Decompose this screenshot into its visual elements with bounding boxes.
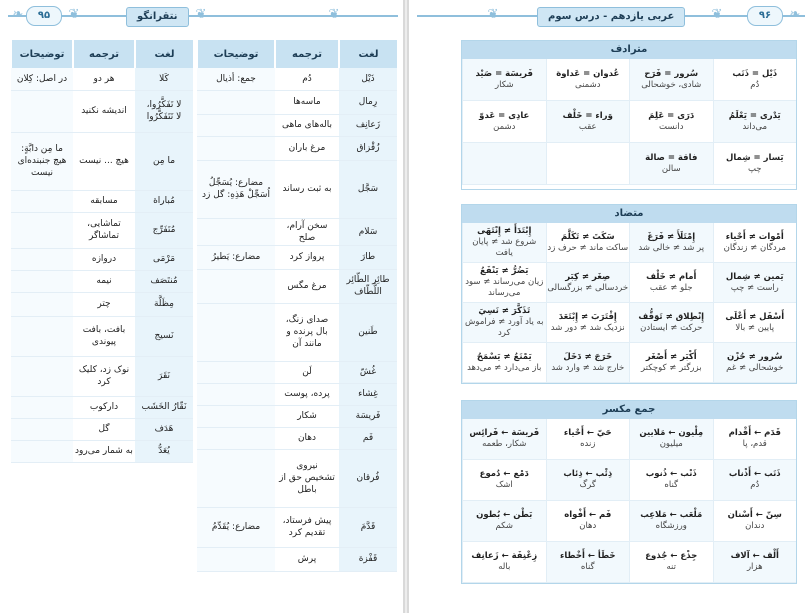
vocab-entry bbox=[546, 460, 630, 501]
translation-cell: نیمه bbox=[73, 270, 135, 292]
word-cell: غُشّ bbox=[339, 361, 397, 383]
entry-meaning: گرگ bbox=[579, 480, 596, 490]
table-row bbox=[11, 90, 193, 132]
table-row bbox=[11, 418, 193, 440]
notes-cell: جمع: أذیال bbox=[197, 68, 275, 90]
entry-word: دَرَى = عَلِمَ bbox=[648, 110, 695, 121]
word-cell: نَقّارُ الخَشَب bbox=[135, 396, 193, 418]
entry-word: يَمين ≠ شِمال bbox=[725, 271, 784, 282]
vocabulary-table-b bbox=[10, 40, 193, 463]
entry-meaning: هزار bbox=[746, 562, 763, 572]
table-row bbox=[11, 316, 193, 356]
table-row bbox=[11, 248, 193, 270]
entry-word: زِعْنِفَة ← زَعانِف bbox=[471, 551, 538, 561]
notes-cell bbox=[11, 212, 73, 248]
translation-cell: پرواز کرد bbox=[275, 245, 339, 269]
right-page-header bbox=[417, 6, 805, 26]
word-cell: لا تَفَکَّرُوا، لا تَتَفَکَّرُوا bbox=[135, 90, 193, 132]
vocab-entry bbox=[546, 419, 630, 460]
entry-word: سَكَتَ ≠ تَكَلَّمَ bbox=[560, 231, 615, 242]
notes-cell bbox=[197, 114, 275, 136]
entry-meaning: دشمن bbox=[493, 121, 516, 132]
vocab-entry bbox=[462, 263, 546, 303]
word-cell: غِشاء bbox=[339, 383, 397, 405]
vocab-entry bbox=[713, 460, 797, 501]
entry-word: أَمام ≠ خَلْف bbox=[646, 271, 697, 282]
entry-word: جِذْع ← جُذوع bbox=[645, 551, 698, 561]
entry-word: عادِى = عَدوّ bbox=[479, 110, 530, 121]
table-row bbox=[197, 160, 397, 218]
vocab-entry bbox=[546, 501, 630, 542]
broken-plurals-box bbox=[461, 400, 797, 584]
translation-cell: هیچ ... نیست bbox=[73, 132, 135, 190]
entry-word: تَذَكَّرَ ≠ نَسِيَ bbox=[478, 306, 531, 316]
table-row bbox=[11, 190, 193, 212]
entry-meaning: حرکت ≠ ایستادن bbox=[640, 322, 703, 333]
notes-cell: مضارع: يُقَدِّمُ bbox=[197, 507, 275, 547]
entry-meaning: خارج شد ≠ وارد شد bbox=[551, 362, 625, 373]
vocab-entry bbox=[546, 303, 630, 343]
entry-word: يَدْری = يَعْلَمُ bbox=[728, 110, 781, 121]
vocab-entry bbox=[462, 101, 546, 143]
table-row bbox=[11, 270, 193, 292]
entry-meaning: مردگان ≠ زندگان bbox=[723, 242, 786, 253]
vocab-entry bbox=[629, 223, 713, 263]
word-cell: مَرْمَی bbox=[135, 248, 193, 270]
antonyms-grid bbox=[462, 223, 796, 383]
table-row bbox=[197, 449, 397, 507]
right-page bbox=[408, 0, 811, 613]
entry-word: أَمْوات ≠ أَحْياء bbox=[725, 231, 784, 242]
entry-word: يَمْنَعُ ≠ يَسْمَحُ bbox=[476, 351, 532, 362]
table-row bbox=[197, 427, 397, 449]
table-row bbox=[197, 68, 397, 90]
entry-word: أَكْبَر ≠ أَصْغَر bbox=[645, 351, 697, 362]
translation-cell: سخن آرام، صلح bbox=[275, 218, 339, 245]
notes-cell bbox=[11, 316, 73, 356]
translation-cell: گل bbox=[73, 418, 135, 440]
entry-word: إِمْتَلَأَ ≠ فَرَغَ bbox=[647, 231, 696, 242]
table-row bbox=[197, 547, 397, 571]
translation-cell: پیش فرستاد، تقدیم کرد bbox=[275, 507, 339, 547]
translation-cell: باله‌های ماهی bbox=[275, 114, 339, 136]
entry-meaning: بزرگتر ≠ کوچکتر bbox=[640, 362, 702, 373]
word-cell: قَفْزة bbox=[339, 547, 397, 571]
translation-cell: به شمار می‌رود bbox=[73, 440, 135, 462]
entry-word: أَسْفَل ≠ أَعْلَى bbox=[725, 311, 785, 322]
entry-meaning: خردسالی ≠ بزرگسالی bbox=[547, 282, 629, 293]
vocab-entry bbox=[713, 59, 797, 101]
table-row bbox=[197, 245, 397, 269]
entry-word: سُرور ≠ حُزْن bbox=[726, 351, 783, 362]
notes-cell bbox=[197, 303, 275, 361]
translation-cell: چتر bbox=[73, 292, 135, 316]
table-row bbox=[197, 218, 397, 245]
entry-word: أَلْف ← آلاف bbox=[730, 551, 779, 561]
entry-meaning: ساکت ماند ≠ حرف زد bbox=[547, 242, 629, 253]
vocab-entry bbox=[462, 223, 546, 263]
word-cell: نَقَرَ bbox=[135, 356, 193, 396]
translation-cell: دارکوب bbox=[73, 396, 135, 418]
translation-cell: نوک زد، کلیک کرد bbox=[73, 356, 135, 396]
broken-plurals-grid bbox=[462, 419, 796, 583]
translation-cell: نیروی تشخیص حق از باطل bbox=[275, 449, 339, 507]
table-row bbox=[11, 132, 193, 190]
table-row bbox=[197, 303, 397, 361]
notes-cell bbox=[11, 396, 73, 418]
word-cell: مُباراة bbox=[135, 190, 193, 212]
notes-cell bbox=[197, 547, 275, 571]
left-page bbox=[0, 0, 404, 613]
vocab-entry bbox=[462, 303, 546, 343]
vocab-entry bbox=[713, 419, 797, 460]
entry-meaning: شادی، خوشحالی bbox=[641, 79, 702, 90]
vocab-entry bbox=[462, 419, 546, 460]
vocab-entry bbox=[713, 263, 797, 303]
notes-cell bbox=[197, 136, 275, 160]
vocab-entry bbox=[546, 143, 630, 185]
vocab-entry bbox=[629, 303, 713, 343]
column-header-notes: توضیحات bbox=[197, 40, 275, 68]
word-cell: زَعانِف bbox=[339, 114, 397, 136]
word-cell: طارَ bbox=[339, 245, 397, 269]
table-row bbox=[197, 114, 397, 136]
notes-cell bbox=[197, 449, 275, 507]
vocab-entry bbox=[713, 343, 797, 383]
vocab-entry bbox=[629, 460, 713, 501]
translation-cell: پرده، پوست bbox=[275, 383, 339, 405]
translation-cell: دُم bbox=[275, 68, 339, 90]
entry-word: دَمْع ← دُموع bbox=[479, 469, 529, 479]
page-number: ۹۵ bbox=[26, 6, 62, 26]
notes-cell bbox=[197, 218, 275, 245]
entry-meaning: به یاد آورد ≠ فراموش کرد bbox=[465, 317, 544, 338]
translation-cell: تماشایی، تماشاگر bbox=[73, 212, 135, 248]
vocab-entry bbox=[629, 143, 713, 185]
entry-word: إِنْطِلاق ≠ تَوَقُّف bbox=[638, 311, 705, 322]
entry-meaning: پر شد ≠ خالی شد bbox=[638, 242, 705, 253]
translation-cell: دروازه bbox=[73, 248, 135, 270]
ornament-icon: ❦ bbox=[195, 7, 207, 22]
ornament-icon: ❦ bbox=[68, 7, 80, 22]
page-title: نتقرانگو bbox=[126, 7, 189, 27]
word-cell: مِظَلَّة bbox=[135, 292, 193, 316]
entry-word: إِبْتَدَأَ ≠ إِنْتَهَى bbox=[477, 226, 532, 236]
entry-meaning: میلیون bbox=[659, 439, 683, 449]
translation-cell: اندیشه نکنید bbox=[73, 90, 135, 132]
page-number: ۹۶ bbox=[747, 6, 783, 26]
entry-word: يَضُرُّ ≠ يَنْفَعُ bbox=[480, 266, 529, 276]
entry-meaning: شروع شد ≠ پایان یافت bbox=[472, 237, 537, 258]
section-title: متضاد bbox=[462, 205, 796, 223]
word-cell: ذَیْل bbox=[339, 68, 397, 90]
vocab-entry bbox=[629, 101, 713, 143]
notes-cell bbox=[11, 418, 73, 440]
vocabulary-table-a bbox=[196, 40, 397, 572]
entry-word: عُدوان = عَداوة bbox=[556, 68, 620, 79]
notes-cell bbox=[11, 90, 73, 132]
vocab-entry bbox=[546, 59, 630, 101]
notes-cell bbox=[197, 90, 275, 114]
entry-word: خَطَأ ← أَخْطاء bbox=[560, 551, 616, 561]
table-row bbox=[11, 440, 193, 462]
word-cell: هَدَف bbox=[135, 418, 193, 440]
notes-cell bbox=[11, 292, 73, 316]
vocab-entry bbox=[462, 460, 546, 501]
table-row bbox=[197, 383, 397, 405]
notes-cell: مضارع: يَطيرُ bbox=[197, 245, 275, 269]
vocab-entry bbox=[546, 263, 630, 303]
vocab-entry bbox=[713, 303, 797, 343]
entry-meaning: زنده bbox=[580, 439, 596, 449]
translation-cell: بافت، بافت پیوندی bbox=[73, 316, 135, 356]
translation-cell: مسابقه bbox=[73, 190, 135, 212]
word-cell: طائِر الطّائِر اللَّطّاف bbox=[339, 269, 397, 303]
entry-meaning: اشک bbox=[495, 480, 513, 490]
entry-meaning: عقب bbox=[578, 121, 597, 132]
entry-word: ذَنَب ← أَذْناب bbox=[728, 469, 781, 479]
notes-cell bbox=[197, 405, 275, 427]
ornament-icon: ❧ bbox=[12, 7, 24, 22]
vocab-entry bbox=[462, 343, 546, 383]
word-cell: فَم bbox=[339, 427, 397, 449]
notes-cell bbox=[11, 190, 73, 212]
entry-meaning: قدم، پا bbox=[742, 439, 767, 449]
word-cell: طَنين bbox=[339, 303, 397, 361]
vocab-entry bbox=[629, 419, 713, 460]
entry-meaning: دشمنی bbox=[575, 79, 601, 90]
entry-meaning: شکم bbox=[495, 521, 513, 531]
vocab-entry bbox=[462, 143, 546, 185]
vocab-entry bbox=[629, 59, 713, 101]
entry-word: خَرَجَ ≠ دَخَلَ bbox=[563, 351, 613, 362]
notes-cell bbox=[11, 440, 73, 462]
notes-cell: در اصل: کِلان bbox=[11, 68, 73, 90]
word-cell: مُنتَصَف bbox=[135, 270, 193, 292]
column-header-translation: ترجمه bbox=[73, 40, 135, 68]
vocab-entry bbox=[546, 343, 630, 383]
translation-cell: دهان bbox=[275, 427, 339, 449]
entry-word: فَريسَة = صَيْد bbox=[475, 68, 533, 79]
table-row bbox=[197, 269, 397, 303]
vocab-entry bbox=[462, 542, 546, 583]
vocab-entry bbox=[546, 542, 630, 583]
table-row bbox=[11, 212, 193, 248]
vocab-entry bbox=[462, 59, 546, 101]
word-cell: زُقْزاق bbox=[339, 136, 397, 160]
entry-meaning: دُم bbox=[750, 480, 760, 490]
vocab-entry bbox=[462, 501, 546, 542]
table-row bbox=[197, 405, 397, 427]
column-header-word: لغت bbox=[339, 40, 397, 68]
entry-meaning: زیان می‌رساند ≠ سود می‌رساند bbox=[465, 277, 544, 298]
word-cell: رِمال bbox=[339, 90, 397, 114]
entry-meaning: سالن bbox=[661, 163, 681, 174]
ornament-icon: ❦ bbox=[487, 7, 499, 22]
entry-word: صِغَر ≠ كِبَر bbox=[565, 271, 611, 282]
entry-meaning: شکار، طعمه bbox=[482, 439, 527, 449]
entry-meaning: ورزشگاه bbox=[655, 521, 687, 531]
table-row bbox=[197, 136, 397, 160]
word-cell: سَلام bbox=[339, 218, 397, 245]
entry-meaning: می‌داند bbox=[742, 121, 768, 132]
word-cell: ما مِن bbox=[135, 132, 193, 190]
vocab-entry bbox=[546, 223, 630, 263]
entry-word: إِقْتَرَبَ ≠ إِبْتَعَدَ bbox=[558, 311, 617, 322]
entry-meaning: راست ≠ چپ bbox=[730, 282, 779, 293]
word-cell: يُعَدُّ bbox=[135, 440, 193, 462]
table-row bbox=[11, 396, 193, 418]
entry-meaning: دُم bbox=[750, 79, 760, 90]
entry-word: سُرور = فَرَح bbox=[644, 68, 699, 79]
word-cell: مُتَفَرِّج bbox=[135, 212, 193, 248]
translation-cell: صدای زنگ، بال پرنده و مانند آن bbox=[275, 303, 339, 361]
notes-cell: مضارع: يُسَجِّلُ اُسَجِّلْ هَذِهِ: گل زد bbox=[197, 160, 275, 218]
entry-meaning: خوشحالی ≠ غم bbox=[726, 362, 784, 373]
entry-word: فاقة = صالة bbox=[645, 152, 698, 163]
word-cell: فَريسَة bbox=[339, 405, 397, 427]
notes-cell bbox=[11, 356, 73, 396]
entry-meaning: دانست bbox=[659, 121, 684, 132]
vocab-entry bbox=[546, 101, 630, 143]
translation-cell: مرغ باران bbox=[275, 136, 339, 160]
translation-cell: مرغ مگس bbox=[275, 269, 339, 303]
ornament-icon: ❦ bbox=[328, 7, 340, 22]
word-cell: قَدَّمَ bbox=[339, 507, 397, 547]
entry-word: ذَنْب ← ذُنوب bbox=[645, 469, 697, 479]
table-row bbox=[11, 356, 193, 396]
table-row bbox=[197, 507, 397, 547]
entry-meaning: تنه bbox=[666, 562, 676, 572]
entry-meaning: باله bbox=[498, 562, 511, 572]
translation-cell: ماسه‌ها bbox=[275, 90, 339, 114]
entry-word: مِلْيون ← مَلايين bbox=[639, 428, 704, 438]
ornament-icon: ❦ bbox=[711, 7, 723, 22]
vocab-entry bbox=[629, 542, 713, 583]
word-cell: کَلا bbox=[135, 68, 193, 90]
entry-word: بَطْن ← بُطون bbox=[476, 510, 533, 520]
entry-word: يَسار = شِمال bbox=[725, 152, 784, 163]
notes-cell bbox=[197, 383, 275, 405]
notes-cell bbox=[197, 427, 275, 449]
entry-meaning: دهان bbox=[579, 521, 597, 531]
section-title: جمع مکسر bbox=[462, 401, 796, 419]
section-title: مترادف bbox=[462, 41, 796, 59]
entry-word: فَم ← أَفْواه bbox=[564, 510, 612, 520]
entry-word: قَدَم ← أَقْدام bbox=[728, 428, 781, 438]
column-header-word: لغت bbox=[135, 40, 193, 68]
vocab-entry bbox=[629, 501, 713, 542]
entry-word: ذِئْب ← ذِئاب bbox=[563, 469, 613, 479]
column-header-translation: ترجمه bbox=[275, 40, 339, 68]
column-header-notes: توضیحات bbox=[11, 40, 73, 68]
entry-meaning: جلو ≠ عقب bbox=[649, 282, 693, 293]
synonyms-grid bbox=[462, 59, 796, 185]
vocab-entry bbox=[629, 263, 713, 303]
word-cell: سَجَّل bbox=[339, 160, 397, 218]
notes-cell bbox=[11, 248, 73, 270]
notes-cell: ما مِن دابَّةٍ: هیچ جنبنده‌ای نیست bbox=[11, 132, 73, 190]
vocab-entry bbox=[713, 542, 797, 583]
entry-meaning: پایین ≠ بالا bbox=[735, 322, 775, 333]
vocab-entry bbox=[713, 223, 797, 263]
entry-meaning: گناه bbox=[664, 480, 679, 490]
table-row bbox=[197, 90, 397, 114]
translation-cell: به ثبت رساند bbox=[275, 160, 339, 218]
translation-cell: پرش bbox=[275, 547, 339, 571]
entry-meaning: چپ bbox=[747, 163, 762, 174]
word-cell: فُرقان bbox=[339, 449, 397, 507]
synonyms-box bbox=[461, 40, 797, 190]
notes-cell bbox=[11, 270, 73, 292]
vocab-entry bbox=[713, 501, 797, 542]
entry-meaning: نزدیک شد ≠ دور شد bbox=[550, 322, 625, 333]
notes-cell bbox=[197, 361, 275, 383]
table-row bbox=[197, 361, 397, 383]
entry-meaning: گناه bbox=[580, 562, 595, 572]
table-row bbox=[11, 292, 193, 316]
word-cell: نَسیج bbox=[135, 316, 193, 356]
entry-meaning: باز می‌دارد ≠ می‌دهد bbox=[467, 362, 542, 373]
entry-word: وَراء = خَلْف bbox=[562, 110, 613, 121]
page-title: عربی یازدهم - درس سوم bbox=[537, 7, 685, 27]
entry-meaning: دندان bbox=[745, 521, 765, 531]
entry-word: ذَيْل = ذَنَب bbox=[732, 68, 778, 79]
entry-meaning: شکار bbox=[495, 79, 514, 90]
vocab-entry bbox=[629, 343, 713, 383]
table-row bbox=[11, 68, 193, 90]
translation-cell: هر دو bbox=[73, 68, 135, 90]
vocab-entry bbox=[713, 143, 797, 185]
ornament-icon: ❧ bbox=[789, 7, 801, 22]
translation-cell: شکار bbox=[275, 405, 339, 427]
entry-word: فَريسَة ← فَرائِس bbox=[469, 428, 540, 438]
antonyms-box bbox=[461, 204, 797, 384]
left-page-header bbox=[8, 6, 398, 26]
notes-cell bbox=[197, 269, 275, 303]
entry-word: سِنّ ← أَسْنان bbox=[727, 510, 782, 520]
entry-word: حَيّ ← أَحْياء bbox=[563, 428, 612, 438]
entry-word: مَلْعَب ← مَلاعِب bbox=[640, 510, 703, 520]
vocab-entry bbox=[713, 101, 797, 143]
translation-cell: لَن bbox=[275, 361, 339, 383]
